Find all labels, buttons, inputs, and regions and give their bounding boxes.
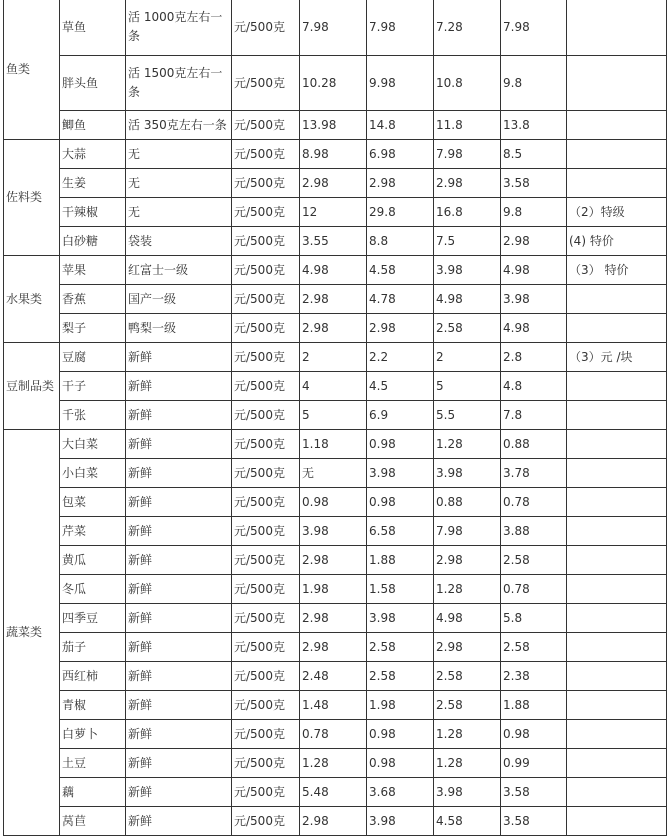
note-cell: （2）特级 <box>567 197 667 226</box>
price-cell: 6.58 <box>367 516 434 545</box>
table-row <box>4 632 667 661</box>
note-cell <box>567 632 667 661</box>
note-cell <box>567 55 667 110</box>
spec-cell: 活 1500克左右一条 <box>126 55 232 110</box>
price-cell: 3.98 <box>434 777 501 806</box>
price-cell: 2.58 <box>434 690 501 719</box>
spec-cell: 新鲜 <box>126 661 232 690</box>
table-row <box>4 400 667 429</box>
price-cell: 0.98 <box>501 719 567 748</box>
price-table-body <box>4 0 667 835</box>
price-cell: 1.28 <box>434 429 501 458</box>
spec-cell: 新鲜 <box>126 806 232 835</box>
spec-cell: 新鲜 <box>126 777 232 806</box>
price-cell: 2.98 <box>300 806 367 835</box>
price-cell: 3.98 <box>367 458 434 487</box>
product-name-cell: 冬瓜 <box>60 574 126 603</box>
product-name-cell: 四季豆 <box>60 603 126 632</box>
price-cell: 5.5 <box>434 400 501 429</box>
spec-cell: 新鲜 <box>126 516 232 545</box>
price-cell: 3.98 <box>434 255 501 284</box>
price-cell: 4.58 <box>367 255 434 284</box>
price-cell: 2.98 <box>300 313 367 342</box>
table-row <box>4 139 667 168</box>
price-cell: 0.98 <box>300 487 367 516</box>
product-name-cell: 千张 <box>60 400 126 429</box>
note-cell <box>567 661 667 690</box>
price-cell: 7.98 <box>434 516 501 545</box>
spec-cell: 国产一级 <box>126 284 232 313</box>
unit-cell: 元/500克 <box>232 284 300 313</box>
price-cell: 2.98 <box>300 603 367 632</box>
price-cell: 5 <box>434 371 501 400</box>
table-row <box>4 110 667 139</box>
note-cell <box>567 371 667 400</box>
price-cell: 3.98 <box>501 284 567 313</box>
table-row <box>4 487 667 516</box>
unit-cell: 元/500克 <box>232 255 300 284</box>
price-cell: 3.58 <box>501 777 567 806</box>
price-cell: 0.78 <box>501 487 567 516</box>
price-cell: 5.48 <box>300 777 367 806</box>
price-cell: 2.58 <box>367 632 434 661</box>
price-cell: 2.98 <box>367 168 434 197</box>
note-cell <box>567 458 667 487</box>
price-cell: 2 <box>300 342 367 371</box>
product-name-cell: 芹菜 <box>60 516 126 545</box>
table-row <box>4 545 667 574</box>
table-row <box>4 690 667 719</box>
spec-cell: 无 <box>126 197 232 226</box>
table-row <box>4 255 667 284</box>
price-cell: 3.58 <box>501 168 567 197</box>
product-name-cell: 大蒜 <box>60 139 126 168</box>
price-cell: 4.98 <box>434 603 501 632</box>
price-cell: 7.28 <box>434 0 501 55</box>
price-cell: 16.8 <box>434 197 501 226</box>
table-row <box>4 777 667 806</box>
note-cell <box>567 400 667 429</box>
product-name-cell: 藕 <box>60 777 126 806</box>
note-cell <box>567 748 667 777</box>
spec-cell: 无 <box>126 168 232 197</box>
table-row <box>4 55 667 110</box>
spec-cell: 新鲜 <box>126 603 232 632</box>
spec-cell: 新鲜 <box>126 632 232 661</box>
product-name-cell: 土豆 <box>60 748 126 777</box>
note-cell <box>567 545 667 574</box>
spec-cell: 新鲜 <box>126 400 232 429</box>
unit-cell: 元/500克 <box>232 110 300 139</box>
price-cell: 2.58 <box>501 545 567 574</box>
spec-cell: 新鲜 <box>126 371 232 400</box>
price-cell: 4.8 <box>501 371 567 400</box>
product-name-cell: 白砂糖 <box>60 226 126 255</box>
unit-cell: 元/500克 <box>232 226 300 255</box>
price-cell: 2.58 <box>501 632 567 661</box>
price-cell: 2.98 <box>367 313 434 342</box>
product-name-cell: 青椒 <box>60 690 126 719</box>
table-row <box>4 458 667 487</box>
price-cell: 10.28 <box>300 55 367 110</box>
spec-cell: 无 <box>126 139 232 168</box>
price-cell: 9.98 <box>367 55 434 110</box>
price-cell: 4.58 <box>434 806 501 835</box>
product-name-cell: 大白菜 <box>60 429 126 458</box>
price-cell: 12 <box>300 197 367 226</box>
product-name-cell: 小白菜 <box>60 458 126 487</box>
spec-cell: 活 1000克左右一条 <box>126 0 232 55</box>
unit-cell: 元/500克 <box>232 661 300 690</box>
note-cell: （3）元 /块 <box>567 342 667 371</box>
product-name-cell: 包菜 <box>60 487 126 516</box>
product-name-cell: 生姜 <box>60 168 126 197</box>
product-name-cell: 干子 <box>60 371 126 400</box>
price-cell: 1.58 <box>367 574 434 603</box>
price-cell: 2.8 <box>501 342 567 371</box>
price-cell: 4.98 <box>501 313 567 342</box>
unit-cell: 元/500克 <box>232 719 300 748</box>
spec-cell: 袋装 <box>126 226 232 255</box>
unit-cell: 元/500克 <box>232 487 300 516</box>
price-cell: 7.8 <box>501 400 567 429</box>
price-cell: 6.9 <box>367 400 434 429</box>
unit-cell: 元/500克 <box>232 429 300 458</box>
table-row <box>4 168 667 197</box>
note-cell <box>567 313 667 342</box>
price-table <box>3 0 667 836</box>
price-cell: 29.8 <box>367 197 434 226</box>
note-cell <box>567 516 667 545</box>
price-cell: 2.58 <box>434 313 501 342</box>
note-cell <box>567 777 667 806</box>
note-cell: （3） 特价 <box>567 255 667 284</box>
unit-cell: 元/500克 <box>232 139 300 168</box>
price-cell: 0.98 <box>367 429 434 458</box>
price-cell: 2.98 <box>300 284 367 313</box>
product-name-cell: 鲫鱼 <box>60 110 126 139</box>
table-row <box>4 806 667 835</box>
table-row <box>4 197 667 226</box>
note-cell <box>567 0 667 55</box>
unit-cell: 元/500克 <box>232 55 300 110</box>
note-cell <box>567 284 667 313</box>
price-cell: 14.8 <box>367 110 434 139</box>
table-row <box>4 342 667 371</box>
product-name-cell: 西红柿 <box>60 661 126 690</box>
spec-cell: 新鲜 <box>126 458 232 487</box>
category-cell: 蔬菜类 <box>4 429 60 835</box>
price-cell: 3.78 <box>501 458 567 487</box>
product-name-cell: 胖头鱼 <box>60 55 126 110</box>
table-row <box>4 603 667 632</box>
product-name-cell: 苹果 <box>60 255 126 284</box>
category-cell: 豆制品类 <box>4 342 60 429</box>
product-name-cell: 白萝卜 <box>60 719 126 748</box>
unit-cell: 元/500克 <box>232 777 300 806</box>
price-cell: 13.98 <box>300 110 367 139</box>
unit-cell: 元/500克 <box>232 545 300 574</box>
note-cell <box>567 110 667 139</box>
unit-cell: 元/500克 <box>232 516 300 545</box>
price-cell: 2.58 <box>434 661 501 690</box>
price-cell: 0.99 <box>501 748 567 777</box>
product-name-cell: 梨子 <box>60 313 126 342</box>
price-cell: 11.8 <box>434 110 501 139</box>
product-name-cell: 干辣椒 <box>60 197 126 226</box>
spec-cell: 新鲜 <box>126 719 232 748</box>
unit-cell: 元/500克 <box>232 574 300 603</box>
price-cell: 1.98 <box>367 690 434 719</box>
price-cell: 无 <box>300 458 367 487</box>
note-cell <box>567 429 667 458</box>
note-cell <box>567 603 667 632</box>
spec-cell: 新鲜 <box>126 690 232 719</box>
price-cell: 1.28 <box>434 748 501 777</box>
table-row <box>4 748 667 777</box>
spec-cell: 鸭梨一级 <box>126 313 232 342</box>
product-name-cell: 草鱼 <box>60 0 126 55</box>
note-cell <box>567 139 667 168</box>
price-cell: 1.18 <box>300 429 367 458</box>
note-cell <box>567 690 667 719</box>
price-cell: 0.78 <box>501 574 567 603</box>
price-cell: 2.98 <box>434 545 501 574</box>
price-cell: 0.98 <box>367 719 434 748</box>
price-cell: 3.98 <box>367 603 434 632</box>
spec-cell: 新鲜 <box>126 545 232 574</box>
price-cell: 3.98 <box>434 458 501 487</box>
note-cell <box>567 168 667 197</box>
price-cell: 2.98 <box>501 226 567 255</box>
price-cell: 4.98 <box>434 284 501 313</box>
price-cell: 1.28 <box>434 574 501 603</box>
price-cell: 9.8 <box>501 55 567 110</box>
table-row <box>4 516 667 545</box>
note-cell <box>567 719 667 748</box>
spec-cell: 活 350克左右一条 <box>126 110 232 139</box>
spec-cell: 新鲜 <box>126 342 232 371</box>
spec-cell: 新鲜 <box>126 429 232 458</box>
price-cell: 7.98 <box>367 0 434 55</box>
price-cell: 13.8 <box>501 110 567 139</box>
price-cell: 7.5 <box>434 226 501 255</box>
price-cell: 1.28 <box>434 719 501 748</box>
price-cell: 2 <box>434 342 501 371</box>
product-name-cell: 茄子 <box>60 632 126 661</box>
table-row <box>4 313 667 342</box>
price-cell: 4.78 <box>367 284 434 313</box>
category-cell: 佐料类 <box>4 139 60 255</box>
price-cell: 0.78 <box>300 719 367 748</box>
price-cell: 1.88 <box>367 545 434 574</box>
price-cell: 3.98 <box>367 806 434 835</box>
price-cell: 8.98 <box>300 139 367 168</box>
spec-cell: 红富士一级 <box>126 255 232 284</box>
table-row <box>4 719 667 748</box>
price-cell: 2.38 <box>501 661 567 690</box>
price-cell: 6.98 <box>367 139 434 168</box>
price-cell: 2.98 <box>300 632 367 661</box>
price-cell: 1.48 <box>300 690 367 719</box>
unit-cell: 元/500克 <box>232 458 300 487</box>
price-cell: 9.8 <box>501 197 567 226</box>
price-cell: 3.98 <box>300 516 367 545</box>
product-name-cell: 香蕉 <box>60 284 126 313</box>
price-cell: 1.28 <box>300 748 367 777</box>
price-cell: 4.98 <box>501 255 567 284</box>
unit-cell: 元/500克 <box>232 0 300 55</box>
price-cell: 3.55 <box>300 226 367 255</box>
spec-cell: 新鲜 <box>126 574 232 603</box>
table-row <box>4 429 667 458</box>
note-cell <box>567 806 667 835</box>
price-cell: 2.98 <box>434 632 501 661</box>
product-name-cell: 豆腐 <box>60 342 126 371</box>
table-row <box>4 226 667 255</box>
price-cell: 0.88 <box>434 487 501 516</box>
price-cell: 7.98 <box>501 0 567 55</box>
price-cell: 2.2 <box>367 342 434 371</box>
unit-cell: 元/500克 <box>232 400 300 429</box>
price-cell: 5.8 <box>501 603 567 632</box>
price-cell: 2.98 <box>300 545 367 574</box>
unit-cell: 元/500克 <box>232 168 300 197</box>
price-cell: 10.8 <box>434 55 501 110</box>
price-cell: 2.48 <box>300 661 367 690</box>
note-cell <box>567 574 667 603</box>
unit-cell: 元/500克 <box>232 690 300 719</box>
price-cell: 1.98 <box>300 574 367 603</box>
price-cell: 8.8 <box>367 226 434 255</box>
price-cell: 3.58 <box>501 806 567 835</box>
price-cell: 4 <box>300 371 367 400</box>
price-cell: 4.98 <box>300 255 367 284</box>
price-cell: 7.98 <box>434 139 501 168</box>
unit-cell: 元/500克 <box>232 748 300 777</box>
unit-cell: 元/500克 <box>232 197 300 226</box>
product-name-cell: 莴苣 <box>60 806 126 835</box>
unit-cell: 元/500克 <box>232 371 300 400</box>
price-cell: 0.98 <box>367 748 434 777</box>
unit-cell: 元/500克 <box>232 603 300 632</box>
price-cell: 2.98 <box>300 168 367 197</box>
table-row <box>4 0 667 55</box>
price-cell: 2.58 <box>367 661 434 690</box>
note-cell: (4) 特价 <box>567 226 667 255</box>
product-name-cell: 黄瓜 <box>60 545 126 574</box>
price-cell: 0.98 <box>367 487 434 516</box>
unit-cell: 元/500克 <box>232 342 300 371</box>
note-cell <box>567 487 667 516</box>
category-cell: 鱼类 <box>4 0 60 139</box>
price-cell: 3.68 <box>367 777 434 806</box>
unit-cell: 元/500克 <box>232 313 300 342</box>
unit-cell: 元/500克 <box>232 632 300 661</box>
table-row <box>4 284 667 313</box>
table-row <box>4 371 667 400</box>
price-cell: 3.88 <box>501 516 567 545</box>
price-cell: 2.98 <box>434 168 501 197</box>
price-cell: 7.98 <box>300 0 367 55</box>
price-cell: 1.88 <box>501 690 567 719</box>
price-cell: 5 <box>300 400 367 429</box>
table-row <box>4 661 667 690</box>
category-cell: 水果类 <box>4 255 60 342</box>
spec-cell: 新鲜 <box>126 487 232 516</box>
price-cell: 8.5 <box>501 139 567 168</box>
spec-cell: 新鲜 <box>126 748 232 777</box>
table-row <box>4 574 667 603</box>
price-cell: 0.88 <box>501 429 567 458</box>
unit-cell: 元/500克 <box>232 806 300 835</box>
price-cell: 4.5 <box>367 371 434 400</box>
